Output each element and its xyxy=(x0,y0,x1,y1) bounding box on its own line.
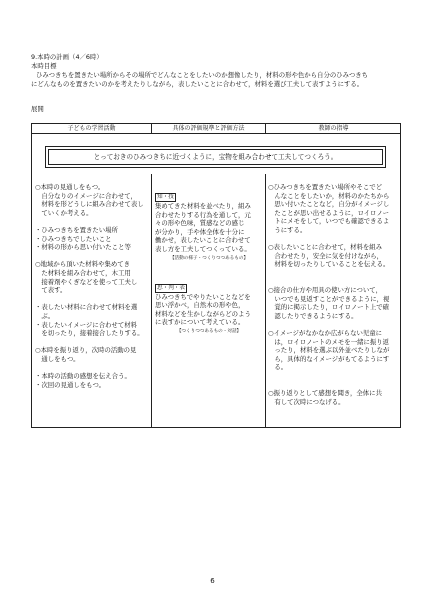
activity-line: ていくか考える。 xyxy=(35,208,93,217)
guidance-line: 合わせたり，安全に気を付けながら， xyxy=(268,251,384,260)
guidance-line: うにする。 xyxy=(268,225,307,234)
guidance-line: 有して次時につなげる。 xyxy=(268,397,345,406)
evaluation-line: が分かり，手や体全体を十分に xyxy=(155,227,245,236)
evaluation-line: ひみつきちでやりたいことなどを xyxy=(155,292,251,301)
guidance-line: ったり，材料を選ぶ以外並べたりしなが xyxy=(268,346,390,355)
thinking-judgment-tag: 思・判・表 xyxy=(157,284,185,291)
guidance-line: いつでも見返すことができるように，視 xyxy=(268,294,390,303)
guidance-line: 材料を切ったりしていることを伝える。 xyxy=(268,260,390,269)
goal-label: 本時目標 xyxy=(31,62,57,70)
activity-line: ・ひみつきちを置きたい場所 xyxy=(35,225,118,234)
guidance-line: 認したりできるようにする。 xyxy=(268,311,358,320)
lesson-goal-box xyxy=(45,146,386,168)
evaluation-line: に表すかについて考えている。 xyxy=(155,318,245,327)
page-number: 6 xyxy=(210,577,215,585)
guidance-line: ○振り返りとして感想を聞き，全体に共 xyxy=(268,389,382,398)
activity-line: ○本時を振り返り，次時の活動の見 xyxy=(35,346,137,355)
activity-line: を切ったり，接着接合したりする。 xyxy=(35,329,144,338)
guidance-line: トにメモをして，いつでも確認できるよ xyxy=(268,217,390,226)
guidance-line: ○表したいことに合わせて，材料を組み xyxy=(268,243,383,252)
goal-line-1: ひみつきちを置きたい場所からその場所でどんなことをしたいのか想像したり，材料の形や色から自分のひみつきち xyxy=(36,71,369,79)
guidance-line xyxy=(268,278,389,287)
evaluation-method-note-1: 【活動の様子・つくりつつあるもの】 xyxy=(169,255,249,261)
guidance-line: 思い付いたことなど，自分がイメージし xyxy=(268,200,390,209)
goal-line-2: にどんなものを置きたいのかを考えたりしながら，表したいことに合わせて，材料を選び工夫して表すようにする。 xyxy=(31,80,364,88)
guidance-line xyxy=(268,235,389,244)
evaluation-line: 集めてきた材料を並べたり，組み xyxy=(155,202,251,210)
activity-line: 材料を形どうしに組み合わせて表し xyxy=(35,200,144,209)
evaluation-line: 思い浮かべ，自然木の形や色， xyxy=(155,301,245,310)
activity-line xyxy=(35,217,144,226)
guidance-line xyxy=(268,321,389,330)
evaluation-line: 働かせ，表したいことに合わせて xyxy=(155,236,251,245)
guidance-line xyxy=(268,372,389,381)
knowledge-skills-tag: 知・技 xyxy=(157,194,174,200)
section-heading: 9.本時の計画（4／6時） xyxy=(31,53,103,61)
evaluation-line: 材料などを生かしながらどのよう xyxy=(155,309,251,318)
activity-line: ぶ。 xyxy=(35,311,55,320)
guidance-line: ○ひみつきちを置きたい場所やそこでど xyxy=(268,183,383,191)
evaluation-line: 表し方を工夫してつくっている。 xyxy=(155,244,251,253)
guidance-line: ○イメージがなかなか広がらない児童に xyxy=(268,329,383,338)
activity-line: ○地域から頂いた材料や集めてき xyxy=(35,260,131,269)
activity-line: ○本時の見通しをもつ。 xyxy=(35,183,105,191)
header-evaluation: 具体の評価規準と評価方法 xyxy=(172,125,245,132)
activity-line: 通しをもつ。 xyxy=(35,354,80,363)
activity-line: た材料を組み合わせて，木工用 xyxy=(35,268,131,277)
evaluation-line: 合わせたりする行為を通して，元 xyxy=(155,210,251,219)
development-label: 展開 xyxy=(31,105,44,113)
activity-line: ・ひみつきちでしたいこと xyxy=(35,234,112,243)
evaluation-cell xyxy=(155,183,263,335)
activity-line: ・表したい材料に合わせて材料を選 xyxy=(35,303,138,312)
lesson-goal-text: とっておきのひみつきちに近づくように，宝物を組み合わせて工夫してつくろう。 xyxy=(93,153,338,161)
activity-line: ・材料の形から思い付いたこと等 xyxy=(35,243,131,252)
guidance-line: 覚的に掲示したり，ロイロノート上で確 xyxy=(268,303,390,312)
activity-line: 接着剤やくぎなどを使って工夫し xyxy=(35,277,138,286)
activity-line: 自分なりのイメージに合わせて， xyxy=(35,191,137,200)
activity-line xyxy=(35,363,144,372)
guidance-line: たことが思い出せるように，ロイロノー xyxy=(268,208,390,217)
header-teacher-guidance: 教師の指導 xyxy=(318,125,349,132)
activity-line: ・表したいイメージに合わせて材料 xyxy=(35,320,138,329)
activity-line: ・次回の見通しをもつ。 xyxy=(35,380,106,389)
guidance-line: は，ロイロノートのメモを一緒に振り返 xyxy=(268,337,390,346)
guidance-line: ○接合の仕方や用具の使い方について， xyxy=(268,286,382,295)
guidance-line: る。 xyxy=(268,363,288,372)
guidance-line xyxy=(268,269,389,278)
lesson-plan-table xyxy=(31,123,401,428)
teacher-guidance-cell xyxy=(268,183,389,406)
evaluation-method-note-2: 【つくりつつあるもの・対話】 xyxy=(176,328,242,334)
activity-line: て表す。 xyxy=(35,286,67,295)
activity-line: ・本時の活動の感想を伝え合う。 xyxy=(35,372,131,381)
evaluation-line: 々の形や色味，質感などの感じ xyxy=(155,219,245,228)
learning-activities-cell xyxy=(35,183,144,389)
guidance-line xyxy=(268,381,389,390)
guidance-line: んなことをしたいか，材料のかたちから xyxy=(268,191,390,200)
guidance-line: ら，具体的なイメージがもてるようにす xyxy=(268,354,390,363)
activity-line xyxy=(35,338,144,347)
header-learning-activities: 子どもの学習活動 xyxy=(67,125,116,132)
